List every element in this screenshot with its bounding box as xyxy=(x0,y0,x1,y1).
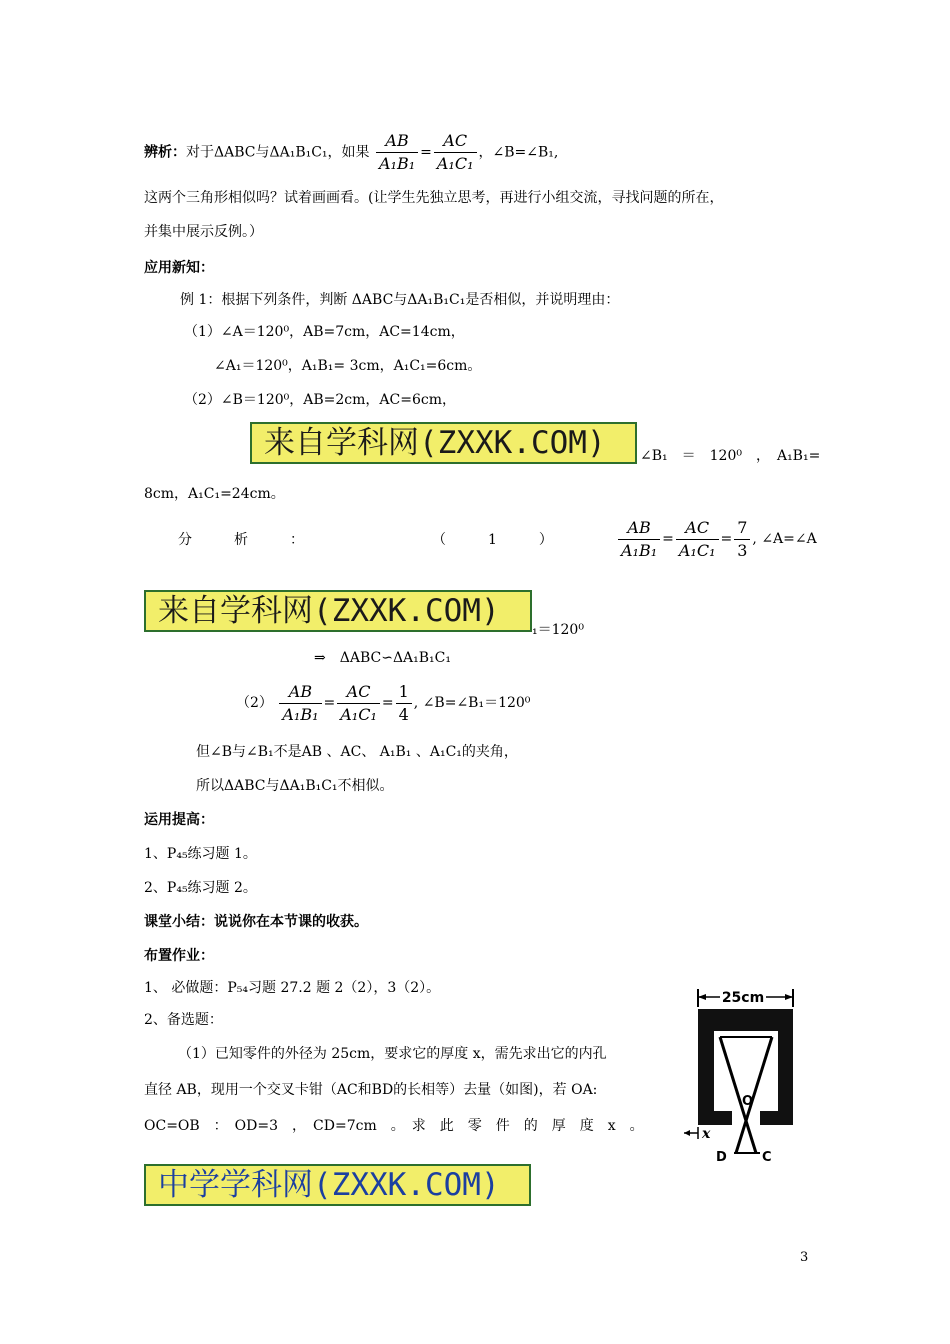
page-number: 3 xyxy=(800,1250,809,1265)
homework-3: （1）已知零件的外径为 25cm，要求它的厚度 x，需先求出它的内孔 xyxy=(178,1046,607,1062)
part-2-but: 但∠B与∠B₁不是AB 、AC、 A₁B₁ 、A₁C₁的夹角， xyxy=(196,744,518,760)
analysis-label: 分 析 ： xyxy=(178,532,304,548)
fraction-den: 3 xyxy=(737,540,748,560)
equals-sign: = xyxy=(323,695,336,711)
figure-label-c: C xyxy=(762,1150,772,1163)
condition-2a: （2）∠B＝120⁰，AB=2cm，AC=6cm， xyxy=(184,392,456,408)
caliper-figure xyxy=(680,985,802,1163)
watermark-banner: 来自学科网(ZXXK.COM) xyxy=(250,422,637,464)
fraction-den: A₁C₁ xyxy=(340,704,377,724)
part-2-so: 所以ΔABC与ΔA₁B₁C₁不相似。 xyxy=(196,778,394,794)
fraction-den: A₁B₁ xyxy=(621,540,658,560)
figure-label-o: O xyxy=(742,1094,754,1109)
fraction-den: A₁B₁ xyxy=(379,154,416,173)
fraction-den: A₁C₁ xyxy=(678,540,716,560)
fraction-num: AB xyxy=(618,519,660,540)
line-1-text-b: ，∠B=∠B₁, xyxy=(478,144,559,161)
fraction-den: A₁B₁ xyxy=(282,704,319,724)
fraction-ratio xyxy=(396,683,412,724)
figure-label-d: D xyxy=(716,1150,727,1163)
figure-width-label: 25cm xyxy=(721,990,765,1006)
heading-apply: 应用新知： xyxy=(144,260,214,276)
homework-5: OC=OB ： OD=3 ， CD=7cm 。 求 此 零 件 的 厚 度 x 。 xyxy=(144,1118,644,1134)
fraction-ac xyxy=(676,519,719,560)
fraction-ratio xyxy=(734,519,750,560)
implies-line: ⇒ ΔABC∽ΔA₁B₁C₁ xyxy=(314,650,451,666)
fraction-den: 4 xyxy=(398,704,409,724)
fraction-num: AC xyxy=(676,519,719,540)
part-2-tail: , ∠B=∠B₁＝120⁰ xyxy=(413,695,531,711)
fraction-num: 7 xyxy=(734,519,750,540)
analysis-equation xyxy=(616,516,817,562)
equals-sign: = xyxy=(720,531,733,547)
line-1-text-a: 对于ΔABC与ΔA₁B₁C₁，如果 xyxy=(186,144,370,161)
heading-homework: 布置作业： xyxy=(144,948,214,964)
condition-1b: ∠A₁＝120⁰，A₁B₁= 3cm，A₁C₁=6cm。 xyxy=(214,358,482,374)
fraction-num: AC xyxy=(337,683,380,704)
condition-2c: 8cm，A₁C₁=24cm。 xyxy=(144,486,285,502)
fraction-ac xyxy=(434,132,477,173)
homework-1: 1、 必做题：P₅₄习题 27.2 题 2（2），3（2）。 xyxy=(144,980,441,996)
analysis-tail: , ∠A=∠A xyxy=(752,531,817,547)
part-2-label: （2） xyxy=(236,695,273,711)
use-item-2: 2、P₄₅练习题 2。 xyxy=(144,880,257,896)
fraction-num: AB xyxy=(279,683,321,704)
heading-use: 运用提高： xyxy=(144,812,214,828)
fraction-num: AC xyxy=(434,132,477,153)
fraction-ab xyxy=(618,519,660,560)
fraction-den: A₁C₁ xyxy=(436,154,474,173)
fraction-ab xyxy=(376,132,418,173)
line-1 xyxy=(144,132,558,173)
part-2-equation xyxy=(236,680,530,726)
watermark-banner: 来自学科网(ZXXK.COM) xyxy=(144,590,532,632)
condition-2b-tail: ∠B₁ ＝ 120⁰ ， A₁B₁= xyxy=(640,448,821,464)
fraction-num: AB xyxy=(376,132,418,153)
heading-summary: 课堂小结：说说你在本节课的收获。 xyxy=(144,914,368,930)
example-1: 例 1：根据下列条件，判断 ΔABC与ΔA₁B₁C₁是否相似，并说明理由： xyxy=(180,292,620,308)
analysis-number: （ 1 ） xyxy=(432,532,553,548)
section-label-analysis: 辨析： xyxy=(144,144,186,161)
fraction-num: 1 xyxy=(396,683,412,704)
figure-label-x: x xyxy=(702,1126,711,1142)
equals-sign: = xyxy=(662,531,674,547)
analysis-after-banner: ₁＝120⁰ xyxy=(532,622,584,638)
condition-1a: （1）∠A＝120⁰，AB=7cm，AC=14cm， xyxy=(184,324,465,340)
fraction-ab xyxy=(279,683,321,724)
paragraph-line: 并集中展示反例。） xyxy=(144,224,263,240)
paragraph-line: 这两个三角形相似吗？试着画画看。(让学生先独立思考，再进行小组交流，寻找问题的所在， xyxy=(144,190,724,206)
fraction-ac xyxy=(337,683,380,724)
homework-2: 2、备选题： xyxy=(144,1012,223,1028)
watermark-banner: 中学学科网(ZXXK.COM) xyxy=(144,1164,531,1206)
use-item-1: 1、P₄₅练习题 1。 xyxy=(144,846,257,862)
equals-sign: = xyxy=(381,695,394,711)
homework-4: 直径 AB，现用一个交叉卡钳（AC和BD的长相等）去量（如图)，若 OA: xyxy=(144,1082,598,1098)
equals-sign: = xyxy=(420,144,432,161)
